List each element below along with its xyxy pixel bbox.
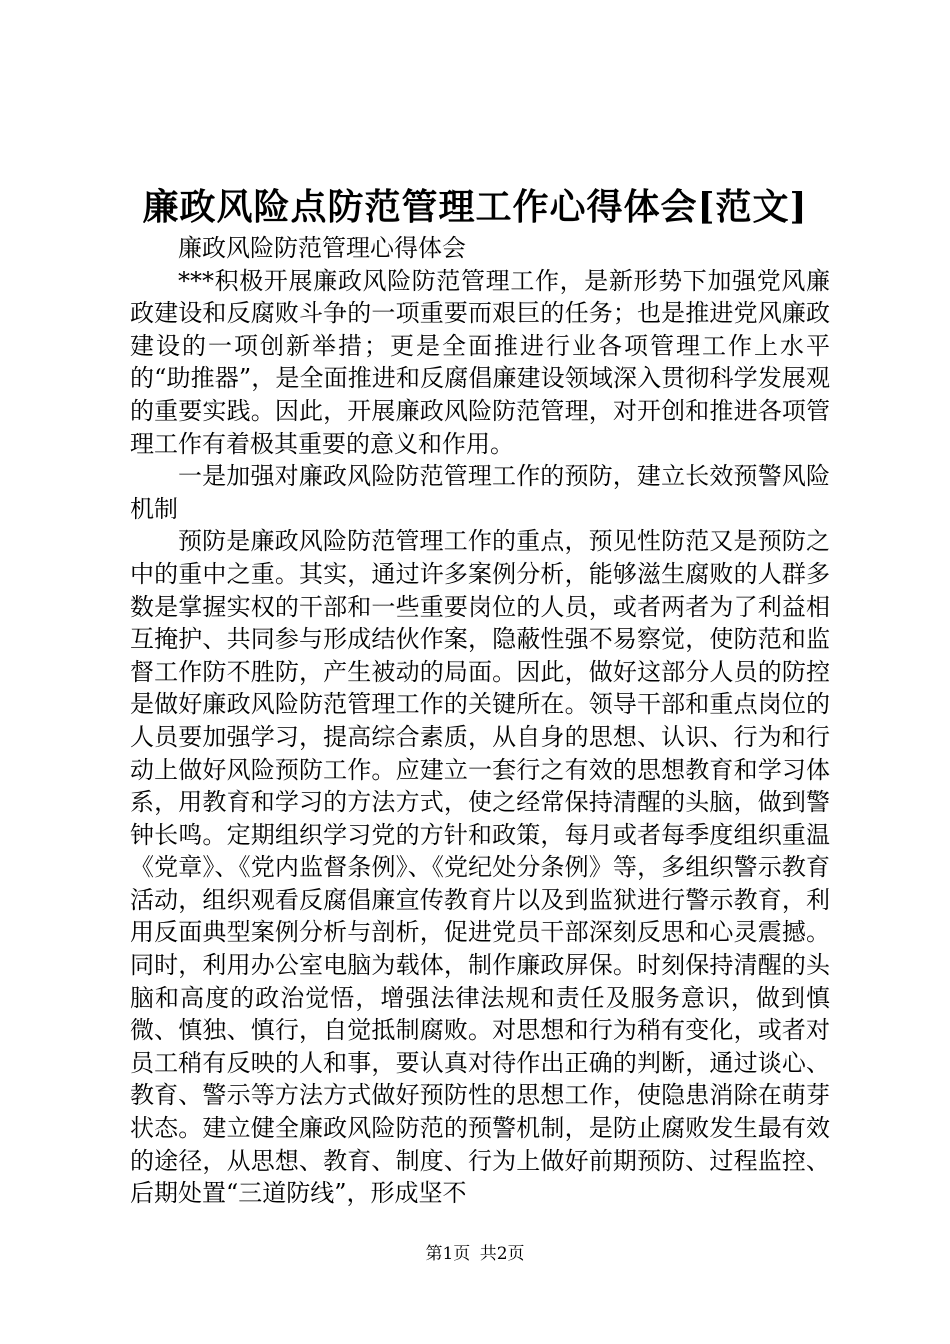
body-paragraph: 预防是廉政风险防范管理工作的重点，预见性防范又是预防之中的重中之重。其实，通过许多案例分析，能够滋生腐败的人群多数是掌握实权的干部和一些重要岗位的人员，或者两者为了利益相互掩护、共同参与形成结伙作案，隐蔽性强不易察觉，使防范和监督工作防不胜防，产生被动的局面。因此，做好这部分人员的防控是做好廉政风险防范管理工作的关键所在。领导干部和重点岗位的人员要加强学习，提高综合素质，从自身的思想、认识、行为和行动上做好风险预防工作。应建立一套行之有效的思想教育和学习体系，用教育和学习的方法方式，使之经常保持清醒的头脑，做到警钟长鸣。定期组织学习党的方针和政策，每月或者每季度组织重温《党章》、《党内监督条例》、《党纪处分条例》等，多组织警示教育活动，组织观看反腐倡廉宣传教育片以及到监狱进行警示教育，利用反面典型案例分析与剖析，促进党员干部深刻反思和心灵震撼。同时，利用办公室电脑为载体，制作廉政屏保。时刻保持清醒的头脑和高度的政治觉悟，增强法律法规和责任及服务意识，做到慎微、慎独、慎行，自觉抵制腐败。对思想和行为稍有变化，或者对员工稍有反映的人和事，要认真对待作出正确的判断，通过谈心、教育、警示等方法方式做好预防性的思想工作，使隐患消除在萌芽状态。建立健全廉政风险防范的预警机制，是防止腐败发生最有效的途径，从思想、教育、制度、行为上做好前期预防、过程监控、后期处置“三道防线”，形成坚不: [130, 527, 830, 1208]
subtitle-paragraph: 廉政风险防范管理心得体会: [178, 234, 466, 262]
document-body: [130, 232, 830, 1210]
page-total: 共2页: [479, 1244, 525, 1264]
document-title: 廉政风险点防范管理工作心得体会[范文]: [142, 186, 808, 228]
section-heading-paragraph: 一是加强对廉政风险防范管理工作的预防，建立长效预警风险机制: [130, 462, 830, 523]
intro-paragraph: ***积极开展廉政风险防范管理工作，是新形势下加强党风廉政建设和反腐败斗争的一项重要而艰巨的任务；也是推进党风廉政建设的一项创新举措；更是全面推进行业各项管理工作上水平的“助推器”，是全面推进和反腐倡廉建设领域深入贯彻科学发展观的重要实践。因此，开展廉政风险防范管理，对开创和推进各项管理工作有着极其重要的意义和作用。: [130, 266, 830, 458]
page-number: 第1页: [425, 1244, 471, 1264]
page-footer: [0, 1242, 950, 1266]
